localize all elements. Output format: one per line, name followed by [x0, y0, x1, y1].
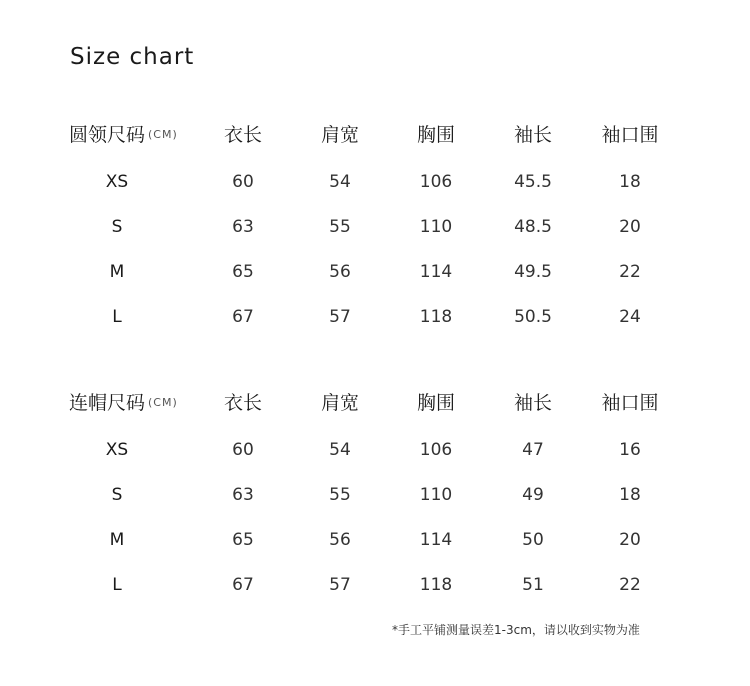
table-cell: 60: [232, 440, 254, 460]
unit-label: (CM): [148, 128, 178, 141]
table-cell: 54: [329, 172, 351, 192]
size-label: XS: [105, 440, 129, 460]
table-cell: 57: [329, 307, 351, 327]
table-cell: 118: [419, 575, 453, 595]
table-header-row: [0, 388, 750, 418]
table-cell: 20: [619, 530, 641, 550]
table-cell: 65: [232, 530, 254, 550]
table-row: [0, 435, 750, 465]
table-cell: 55: [329, 217, 351, 237]
table-cell: 55: [329, 485, 351, 505]
size-label: XS: [105, 172, 129, 192]
table-cell: 65: [232, 262, 254, 282]
table-label: [69, 120, 178, 150]
table-cell: 47: [522, 440, 544, 460]
table-cell: 51: [522, 575, 544, 595]
table-row: [0, 212, 750, 242]
table-cell: 114: [419, 530, 453, 550]
size-label: L: [112, 307, 122, 327]
table-cell: 67: [232, 307, 254, 327]
column-header-shoulder: 肩宽: [320, 124, 360, 146]
size-label: M: [109, 530, 125, 550]
table-cell: 110: [419, 485, 453, 505]
table-label-text: 圆领尺码: [69, 124, 146, 146]
column-header-cuff: 袖口围: [601, 392, 659, 414]
table-cell: 56: [329, 530, 351, 550]
column-header-shoulder: 肩宽: [320, 392, 360, 414]
table-cell: 57: [329, 575, 351, 595]
table-row: [0, 525, 750, 555]
page-title: Size chart: [70, 44, 195, 70]
size-label: M: [109, 262, 125, 282]
table-cell: 114: [419, 262, 453, 282]
table-cell: 63: [232, 485, 254, 505]
table-cell: 67: [232, 575, 254, 595]
column-header-length: 衣长: [223, 392, 263, 414]
table-cell: 22: [619, 575, 641, 595]
table-cell: 110: [419, 217, 453, 237]
table-row: [0, 480, 750, 510]
table-cell: 106: [419, 440, 453, 460]
table-cell: 118: [419, 307, 453, 327]
table-label: [69, 388, 178, 418]
table-cell: 50: [522, 530, 544, 550]
table-cell: 48.5: [514, 217, 552, 237]
table-cell: 49.5: [514, 262, 552, 282]
column-header-sleeve: 袖长: [513, 392, 553, 414]
size-label: L: [112, 575, 122, 595]
table-cell: 56: [329, 262, 351, 282]
table-cell: 16: [619, 440, 641, 460]
table-cell: 18: [619, 172, 641, 192]
table-cell: 106: [419, 172, 453, 192]
table-cell: 54: [329, 440, 351, 460]
table-row: [0, 302, 750, 332]
unit-label: (CM): [148, 396, 178, 409]
table-row: [0, 257, 750, 287]
column-header-chest: 胸围: [416, 124, 456, 146]
table-cell: 63: [232, 217, 254, 237]
table-cell: 22: [619, 262, 641, 282]
table-row: [0, 167, 750, 197]
table-row: [0, 570, 750, 600]
table-cell: 45.5: [514, 172, 552, 192]
column-header-sleeve: 袖长: [513, 124, 553, 146]
table-cell: 18: [619, 485, 641, 505]
measurement-note: *手工平铺测量误差1-3cm，请以收到实物为准: [392, 623, 640, 637]
column-header-chest: 胸围: [416, 392, 456, 414]
size-label: S: [111, 217, 123, 237]
table-cell: 60: [232, 172, 254, 192]
table-cell: 50.5: [514, 307, 552, 327]
table-cell: 49: [522, 485, 544, 505]
column-header-cuff: 袖口围: [601, 124, 659, 146]
table-header-row: [0, 120, 750, 150]
table-cell: 24: [619, 307, 641, 327]
size-label: S: [111, 485, 123, 505]
table-label-text: 连帽尺码: [69, 392, 146, 414]
table-cell: 20: [619, 217, 641, 237]
column-header-length: 衣长: [223, 124, 263, 146]
